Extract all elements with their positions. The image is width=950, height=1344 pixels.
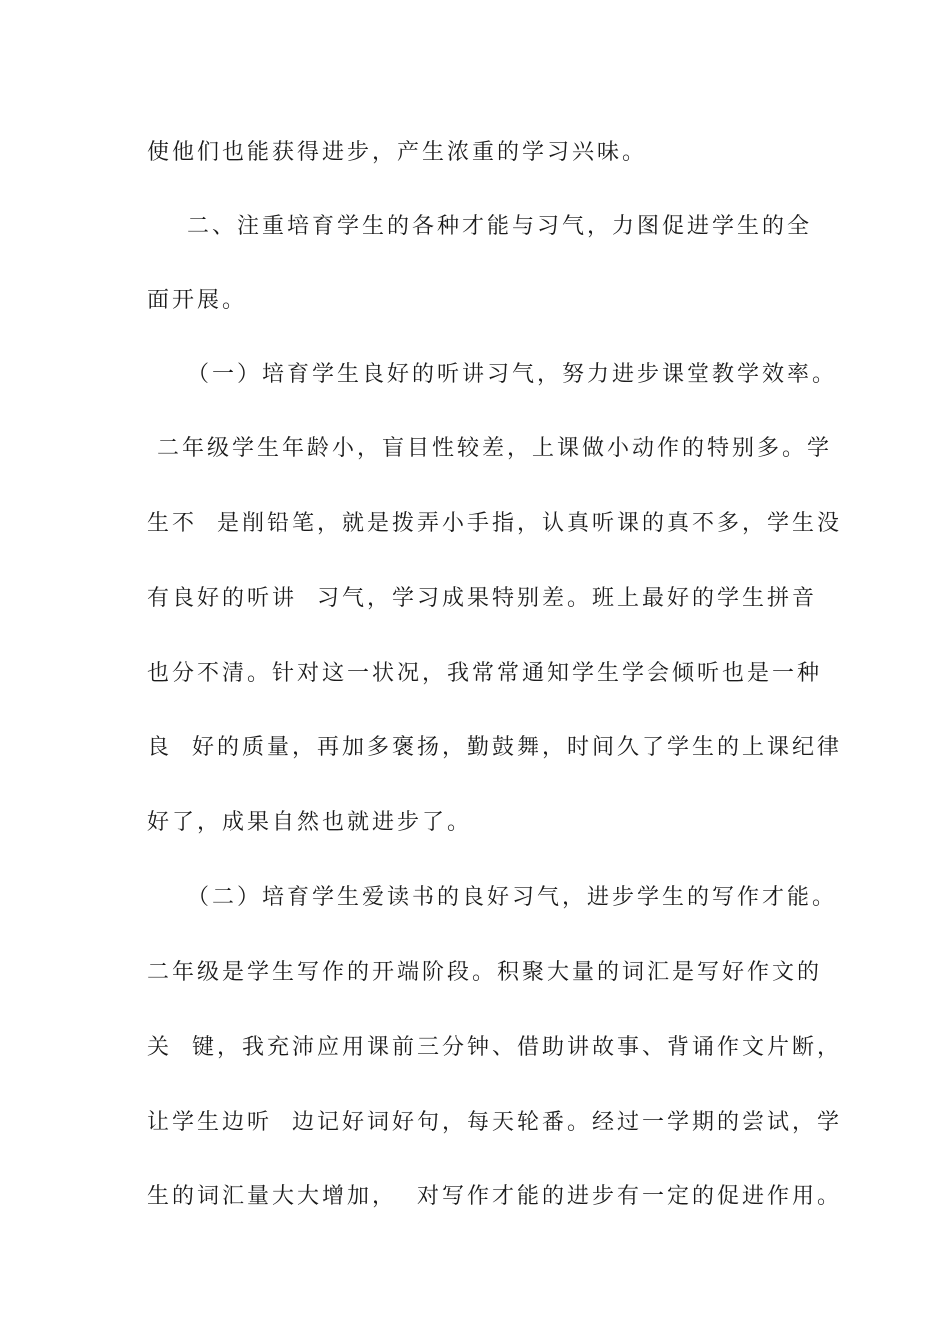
text-line: 好了，成果自然也就进步了。 xyxy=(147,810,473,835)
text-line: 二年级学生年龄小，盲目性较差，上课做小动作的特别多。学 xyxy=(147,436,832,461)
subsection-heading: （一）培育学生良好的听讲习气，努力进步课堂教学效率。 xyxy=(147,362,837,387)
text-line: 面开展。 xyxy=(147,288,248,313)
text-line: 使他们也能获得进步，产生浓重的学习兴味。 xyxy=(147,140,648,165)
section-heading: 二、注重培育学生的各种才能与习气，力图促进学生的全 xyxy=(147,214,812,239)
text-line: 也分不清。针对这一状况，我常常通知学生学会倾听也是一种 xyxy=(147,661,823,686)
text-line: 二年级是学生写作的开端阶段。积聚大量的词汇是写好作文的 xyxy=(147,960,823,985)
text-line: 关 键，我充沛应用课前三分钟、借助讲故事、背诵作文片断， xyxy=(147,1035,842,1060)
text-line: 有良好的听讲 习气，学习成果特别差。班上最好的学生拼音 xyxy=(147,586,817,611)
subsection-heading: （二）培育学生爱读书的良好习气，进步学生的写作才能。 xyxy=(147,885,837,910)
text-line: 生不 是削铅笔，就是拨弄小手指，认真听课的真不多，学生没 xyxy=(147,511,842,536)
text-line: 生的词汇量大大增加， 对写作才能的进步有一定的促进作用。 xyxy=(147,1184,842,1209)
text-line: 让学生边听 边记好词好句，每天轮番。经过一学期的尝试，学 xyxy=(147,1110,842,1135)
text-line: 良 好的质量，再加多褒扬，勤鼓舞，时间久了学生的上课纪律 xyxy=(147,735,842,760)
